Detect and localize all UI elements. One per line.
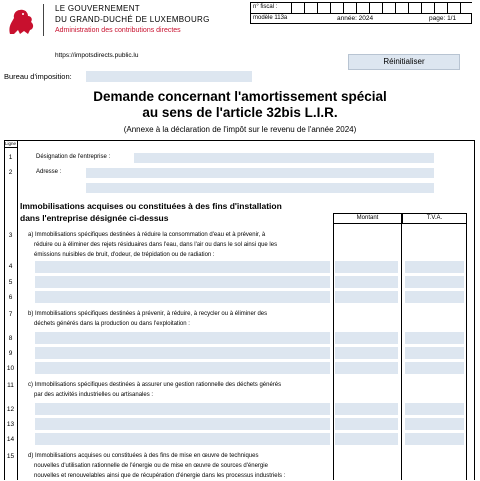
item-a-montant-input-4[interactable]	[335, 261, 398, 273]
gov-line3: Administration des contributions directes	[55, 27, 181, 34]
item-c-description-input-14[interactable]	[35, 433, 330, 445]
item-c-line2: par des activités industrielles ou artisanales :	[34, 392, 154, 398]
item-a-line3: émissions nuisibles de bruit, d'odeur, de trépidation ou de radiation :	[34, 252, 215, 258]
page-subtitle: (Annexe à la déclaration de l'impôt sur le revenu de l'année 2024)	[123, 125, 357, 134]
line-number-10: 10	[6, 365, 15, 372]
item-b-tva-input-10[interactable]	[405, 362, 464, 374]
line-number-2: 2	[8, 169, 13, 176]
page-title-line1: Demande concernant l'amortissement spécial	[93, 89, 387, 104]
gov-line1: LE GOUVERNEMENT	[55, 4, 140, 13]
section-title-1: Immobilisations acquises ou constituées à des fins d'installation	[20, 201, 282, 211]
ligne-column-border	[17, 140, 18, 480]
line-number-4: 4	[8, 263, 13, 270]
fiscal-number-input[interactable]	[291, 3, 472, 13]
col-montant-label: Montant	[356, 215, 379, 221]
col-montant-right	[401, 223, 402, 480]
col-montant-header	[333, 213, 402, 224]
gov-line2: DU GRAND-DUCHÉ DE LUXEMBOURG	[55, 15, 210, 24]
item-a-montant-input-5[interactable]	[335, 276, 398, 288]
form-right-border	[474, 140, 475, 480]
line2-label: Adresse :	[36, 169, 62, 175]
line-number-5: 5	[8, 279, 13, 286]
item-d-line1: d) Immobilisations acquises ou constituées à des fins de mise en œuvre de techniques	[28, 453, 259, 459]
item-d-text	[28, 451, 330, 481]
col-montant-left	[333, 223, 334, 480]
fiscal-divider	[251, 13, 471, 14]
page-label: page: 1/1	[429, 15, 457, 22]
line-number-1: 1	[8, 154, 13, 161]
item-d-line2: nouvelles d'utilisation rationnelle de l'énergie ou de mise en œuvre de sources d'énergie	[34, 463, 268, 469]
item-a-description-input-6[interactable]	[35, 291, 330, 303]
line-number-7: 7	[8, 311, 13, 318]
reset-button[interactable]: Réinitialiser	[348, 54, 460, 70]
item-c-description-input-13[interactable]	[35, 418, 330, 430]
item-a-tva-input-5[interactable]	[405, 276, 464, 288]
item-b-text	[28, 309, 330, 329]
line-number-11: 11	[7, 382, 14, 389]
item-b-montant-input-8[interactable]	[335, 332, 398, 344]
item-a-line1: a) Immobilisations spécifiques destinées à réduire la consommation d'eau et à prévenir, à	[28, 232, 266, 238]
address-input-1[interactable]	[86, 168, 434, 178]
item-a-text	[28, 230, 330, 260]
page-title-line2: au sens de l'article 32bis L.I.R.	[142, 105, 338, 120]
line-number-12: 12	[6, 406, 15, 413]
ligne-header-border	[4, 147, 17, 148]
site-url[interactable]: https://impotsdirects.public.lu	[55, 52, 139, 59]
item-b-montant-input-9[interactable]	[335, 347, 398, 359]
item-a-description-input-5[interactable]	[35, 276, 330, 288]
item-c-montant-input-13[interactable]	[335, 418, 398, 430]
item-a-description-input-4[interactable]	[35, 261, 330, 273]
item-c-tva-input-14[interactable]	[405, 433, 464, 445]
line-number-9: 9	[8, 350, 13, 357]
item-b-tva-input-9[interactable]	[405, 347, 464, 359]
line-number-14: 14	[6, 436, 15, 443]
section-title-2: dans l'entreprise désignée ci-dessus	[20, 213, 169, 223]
logo-divider	[43, 4, 44, 36]
item-b-montant-input-10[interactable]	[335, 362, 398, 374]
col-tva-header	[402, 213, 467, 224]
line-number-8: 8	[8, 335, 13, 342]
line-number-13: 13	[6, 421, 15, 428]
item-a-tva-input-6[interactable]	[405, 291, 464, 303]
ligne-header: Ligne	[4, 141, 16, 146]
item-c-montant-input-14[interactable]	[335, 433, 398, 445]
item-c-description-input-12[interactable]	[35, 403, 330, 415]
model-label: modèle 113a	[253, 15, 288, 21]
item-b-line1: b) Immobilisations spécifiques destinées à prévenir, à réduire, à recycler ou à éliminer des	[28, 311, 268, 317]
company-name-input[interactable]	[134, 153, 434, 163]
item-c-montant-input-12[interactable]	[335, 403, 398, 415]
line-number-15: 15	[6, 453, 15, 460]
item-c-line1: c) Immobilisations spécifiques destinées à assurer une gestion rationnelle des déchets générés	[28, 382, 282, 388]
bureau-input[interactable]	[86, 71, 252, 82]
item-b-description-input-9[interactable]	[35, 347, 330, 359]
fiscal-box	[250, 2, 472, 24]
fiscal-label: n° fiscal :	[253, 4, 278, 10]
line-number-3: 3	[8, 232, 13, 239]
item-b-description-input-8[interactable]	[35, 332, 330, 344]
line-number-6: 6	[8, 294, 13, 301]
government-logo-lion-icon	[4, 4, 38, 38]
address-input-2[interactable]	[86, 183, 434, 193]
line1-label: Désignation de l'entreprise :	[36, 154, 111, 160]
form-left-border	[4, 140, 5, 480]
item-b-line2: déchets générés dans la production ou dans l'exploitation :	[34, 321, 190, 327]
item-b-tva-input-8[interactable]	[405, 332, 464, 344]
item-a-montant-input-6[interactable]	[335, 291, 398, 303]
form-top-border	[4, 140, 474, 141]
item-d-line3: nouvelles et renouvelables ainsi que de récupération d'énergie dans les processus industriels :	[34, 473, 286, 479]
year-label: année: 2024	[337, 15, 374, 22]
col-tva-label: T.V.A.	[426, 215, 443, 221]
item-a-tva-input-4[interactable]	[405, 261, 464, 273]
item-c-tva-input-12[interactable]	[405, 403, 464, 415]
col-tva-right	[466, 223, 467, 480]
item-c-tva-input-13[interactable]	[405, 418, 464, 430]
bureau-label: Bureau d'imposition:	[4, 72, 72, 81]
item-b-description-input-10[interactable]	[35, 362, 330, 374]
item-a-line2: réduire ou à éliminer des rejets résiduaires dans l'eau, dans l'air ou dans le sol ainsi que les	[34, 242, 278, 248]
item-c-text	[28, 380, 330, 400]
